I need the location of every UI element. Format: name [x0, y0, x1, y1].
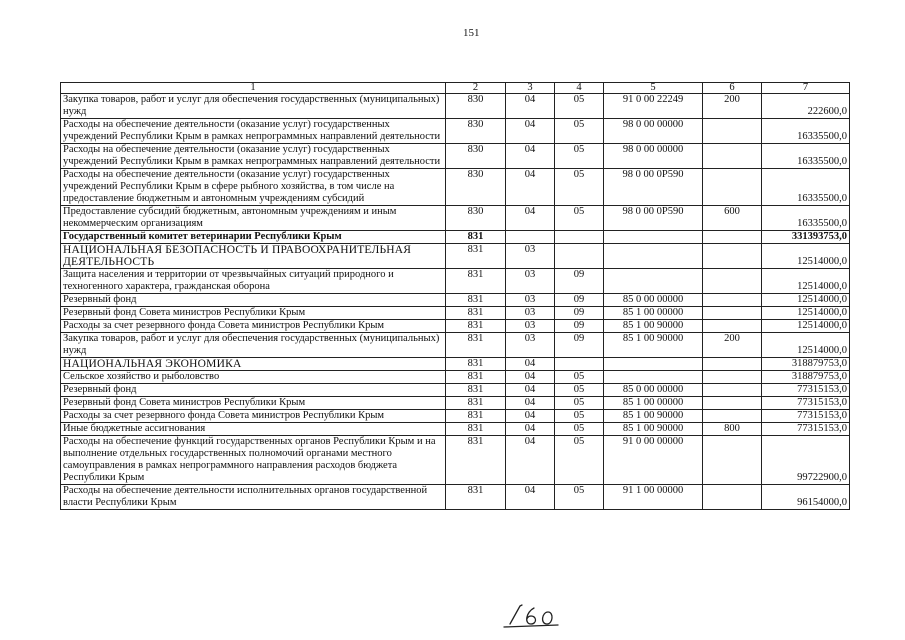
admin-code-cell: 831 — [446, 384, 506, 397]
target-code-cell: 85 1 00 00000 — [604, 397, 703, 410]
expense-type-cell — [703, 358, 762, 371]
row-name-cell: Сельское хозяйство и рыболовство — [61, 371, 446, 384]
amount-cell: 12514000,0 — [762, 244, 850, 269]
section-cell: 03 — [506, 333, 555, 358]
expense-type-cell — [703, 436, 762, 485]
amount-cell: 12514000,0 — [762, 269, 850, 294]
target-code-cell: 85 1 00 90000 — [604, 410, 703, 423]
expense-type-cell — [703, 169, 762, 206]
expense-type-cell — [703, 269, 762, 294]
admin-code-cell: 831 — [446, 307, 506, 320]
table-body — [61, 94, 850, 510]
row-name-cell: Резервный фонд Совета министров Республики Крым — [61, 307, 446, 320]
target-code-cell: 91 0 00 00000 — [604, 436, 703, 485]
subsection-cell: 09 — [555, 333, 604, 358]
section-cell: 04 — [506, 397, 555, 410]
target-code-cell — [604, 231, 703, 244]
table-row — [61, 206, 850, 231]
expense-type-cell — [703, 307, 762, 320]
subsection-cell: 09 — [555, 294, 604, 307]
section-cell: 03 — [506, 307, 555, 320]
amount-cell: 12514000,0 — [762, 333, 850, 358]
section-cell: 04 — [506, 144, 555, 169]
amount-cell: 318879753,0 — [762, 358, 850, 371]
expense-type-cell: 600 — [703, 206, 762, 231]
subsection-cell: 05 — [555, 169, 604, 206]
table-row — [61, 485, 850, 510]
subsection-cell: 05 — [555, 371, 604, 384]
page-number: 151 — [463, 27, 480, 39]
expense-type-cell: 800 — [703, 423, 762, 436]
expense-type-cell — [703, 244, 762, 269]
subsection-cell: 05 — [555, 410, 604, 423]
row-name-cell: НАЦИОНАЛЬНАЯ ЭКОНОМИКА — [61, 358, 446, 371]
amount-cell: 99722900,0 — [762, 436, 850, 485]
column-header: 3 — [506, 83, 555, 94]
budget-table — [60, 82, 850, 510]
admin-code-cell: 831 — [446, 485, 506, 510]
amount-cell: 331393753,0 — [762, 231, 850, 244]
target-code-cell: 85 1 00 90000 — [604, 423, 703, 436]
section-cell — [506, 231, 555, 244]
expense-type-cell — [703, 144, 762, 169]
subsection-cell — [555, 244, 604, 269]
expense-type-cell — [703, 320, 762, 333]
table-row — [61, 371, 850, 384]
row-name-cell: НАЦИОНАЛЬНАЯ БЕЗОПАСНОСТЬ И ПРАВООХРАНИТЕЛЬНАЯ ДЕЯТЕЛЬНОСТЬ — [61, 244, 446, 269]
expense-type-cell — [703, 384, 762, 397]
subsection-cell: 05 — [555, 485, 604, 510]
table-row — [61, 294, 850, 307]
admin-code-cell: 831 — [446, 333, 506, 358]
amount-cell: 77315153,0 — [762, 410, 850, 423]
column-header: 7 — [762, 83, 850, 94]
row-name-cell: Предоставление субсидий бюджетным, автономным учреждениям и иным некоммерческим организациям — [61, 206, 446, 231]
table-row — [61, 397, 850, 410]
section-cell: 04 — [506, 206, 555, 231]
target-code-cell — [604, 269, 703, 294]
row-name-cell: Резервный фонд — [61, 294, 446, 307]
subsection-cell: 05 — [555, 384, 604, 397]
section-cell: 04 — [506, 423, 555, 436]
table-row — [61, 244, 850, 269]
table-row — [61, 320, 850, 333]
amount-cell: 12514000,0 — [762, 320, 850, 333]
expense-type-cell — [703, 231, 762, 244]
section-cell: 03 — [506, 269, 555, 294]
column-header: 4 — [555, 83, 604, 94]
expense-type-cell — [703, 397, 762, 410]
subsection-cell: 05 — [555, 436, 604, 485]
admin-code-cell: 831 — [446, 436, 506, 485]
subsection-cell: 05 — [555, 144, 604, 169]
subsection-cell: 05 — [555, 397, 604, 410]
section-cell: 04 — [506, 169, 555, 206]
admin-code-cell: 831 — [446, 294, 506, 307]
table-row — [61, 410, 850, 423]
admin-code-cell: 831 — [446, 320, 506, 333]
admin-code-cell: 831 — [446, 231, 506, 244]
row-name-cell: Расходы на обеспечение функций государственных органов Республики Крым и на выполнение отдельных государственных полномочий органами местного самоуправления в рамках непрограммного направления расходов бюджета Республики Крым — [61, 436, 446, 485]
admin-code-cell: 831 — [446, 358, 506, 371]
amount-cell: 16335500,0 — [762, 169, 850, 206]
target-code-cell — [604, 358, 703, 371]
target-code-cell: 98 0 00 0Р590 — [604, 169, 703, 206]
subsection-cell — [555, 358, 604, 371]
table-header-row — [61, 83, 850, 94]
row-name-cell: Расходы на обеспечение деятельности исполнительных органов государственной власти Республики Крым — [61, 485, 446, 510]
subsection-cell: 05 — [555, 423, 604, 436]
row-name-cell: Резервный фонд — [61, 384, 446, 397]
admin-code-cell: 831 — [446, 244, 506, 269]
amount-cell: 16335500,0 — [762, 119, 850, 144]
subsection-cell: 09 — [555, 307, 604, 320]
table-row — [61, 358, 850, 371]
row-name-cell: Защита населения и территории от чрезвычайных ситуаций природного и техногенного характера, гражданская оборона — [61, 269, 446, 294]
admin-code-cell: 831 — [446, 410, 506, 423]
section-cell: 04 — [506, 94, 555, 119]
table-row — [61, 423, 850, 436]
expense-type-cell — [703, 371, 762, 384]
column-header: 1 — [61, 83, 446, 94]
amount-cell: 222600,0 — [762, 94, 850, 119]
subsection-cell: 09 — [555, 269, 604, 294]
target-code-cell: 98 0 00 0Р590 — [604, 206, 703, 231]
section-cell: 03 — [506, 294, 555, 307]
admin-code-cell: 831 — [446, 371, 506, 384]
expense-type-cell — [703, 485, 762, 510]
row-name-cell: Расходы на обеспечение деятельности (оказание услуг) государственных учреждений Республики Крым в рамках непрограммных направлений деятельности — [61, 119, 446, 144]
section-cell: 04 — [506, 119, 555, 144]
amount-cell: 318879753,0 — [762, 371, 850, 384]
expense-type-cell: 200 — [703, 94, 762, 119]
expense-type-cell — [703, 119, 762, 144]
subsection-cell: 09 — [555, 320, 604, 333]
amount-cell: 77315153,0 — [762, 384, 850, 397]
amount-cell: 77315153,0 — [762, 397, 850, 410]
admin-code-cell: 831 — [446, 397, 506, 410]
subsection-cell: 05 — [555, 94, 604, 119]
table-row — [61, 333, 850, 358]
admin-code-cell: 830 — [446, 169, 506, 206]
column-header: 6 — [703, 83, 762, 94]
row-name-cell: Расходы за счет резервного фонда Совета министров Республики Крым — [61, 320, 446, 333]
admin-code-cell: 831 — [446, 423, 506, 436]
table-row — [61, 144, 850, 169]
table-row — [61, 169, 850, 206]
table-row — [61, 307, 850, 320]
table-row — [61, 384, 850, 397]
amount-cell: 16335500,0 — [762, 144, 850, 169]
expense-type-cell — [703, 410, 762, 423]
section-cell: 04 — [506, 436, 555, 485]
section-cell: 04 — [506, 485, 555, 510]
section-cell: 04 — [506, 384, 555, 397]
target-code-cell: 85 1 00 90000 — [604, 333, 703, 358]
admin-code-cell: 830 — [446, 119, 506, 144]
table-row — [61, 119, 850, 144]
amount-cell: 96154000,0 — [762, 485, 850, 510]
target-code-cell: 85 1 00 00000 — [604, 307, 703, 320]
row-name-cell: Государственный комитет ветеринарии Республики Крым — [61, 231, 446, 244]
section-cell: 03 — [506, 244, 555, 269]
admin-code-cell: 831 — [446, 269, 506, 294]
subsection-cell: 05 — [555, 206, 604, 231]
admin-code-cell: 830 — [446, 206, 506, 231]
section-cell: 04 — [506, 358, 555, 371]
table-row — [61, 231, 850, 244]
amount-cell: 12514000,0 — [762, 294, 850, 307]
target-code-cell — [604, 371, 703, 384]
target-code-cell: 98 0 00 00000 — [604, 119, 703, 144]
target-code-cell: 91 0 00 22249 — [604, 94, 703, 119]
amount-cell: 77315153,0 — [762, 423, 850, 436]
table-row — [61, 436, 850, 485]
row-name-cell: Закупка товаров, работ и услуг для обеспечения государственных (муниципальных) нужд — [61, 333, 446, 358]
target-code-cell: 85 1 00 90000 — [604, 320, 703, 333]
column-header: 2 — [446, 83, 506, 94]
row-name-cell: Иные бюджетные ассигнования — [61, 423, 446, 436]
section-cell: 03 — [506, 320, 555, 333]
amount-cell: 16335500,0 — [762, 206, 850, 231]
target-code-cell — [604, 244, 703, 269]
target-code-cell: 98 0 00 00000 — [604, 144, 703, 169]
expense-type-cell: 200 — [703, 333, 762, 358]
target-code-cell: 85 0 00 00000 — [604, 294, 703, 307]
admin-code-cell: 830 — [446, 144, 506, 169]
amount-cell: 12514000,0 — [762, 307, 850, 320]
section-cell: 04 — [506, 410, 555, 423]
table-row — [61, 94, 850, 119]
admin-code-cell: 830 — [446, 94, 506, 119]
handwritten-page-number — [500, 600, 580, 630]
column-header: 5 — [604, 83, 703, 94]
row-name-cell: Закупка товаров, работ и услуг для обеспечения государственных (муниципальных) нужд — [61, 94, 446, 119]
table-row — [61, 269, 850, 294]
section-cell: 04 — [506, 371, 555, 384]
subsection-cell — [555, 231, 604, 244]
row-name-cell: Расходы на обеспечение деятельности (оказание услуг) государственных учреждений Республики Крым в сфере рыбного хозяйства, в том числе на предоставление бюджетным и автономным учреждениям субсидий — [61, 169, 446, 206]
target-code-cell: 91 1 00 00000 — [604, 485, 703, 510]
row-name-cell: Расходы за счет резервного фонда Совета министров Республики Крым — [61, 410, 446, 423]
row-name-cell: Расходы на обеспечение деятельности (оказание услуг) государственных учреждений Республики Крым в рамках непрограммных направлений деятельности — [61, 144, 446, 169]
target-code-cell: 85 0 00 00000 — [604, 384, 703, 397]
expense-type-cell — [703, 294, 762, 307]
subsection-cell: 05 — [555, 119, 604, 144]
row-name-cell: Резервный фонд Совета министров Республики Крым — [61, 397, 446, 410]
